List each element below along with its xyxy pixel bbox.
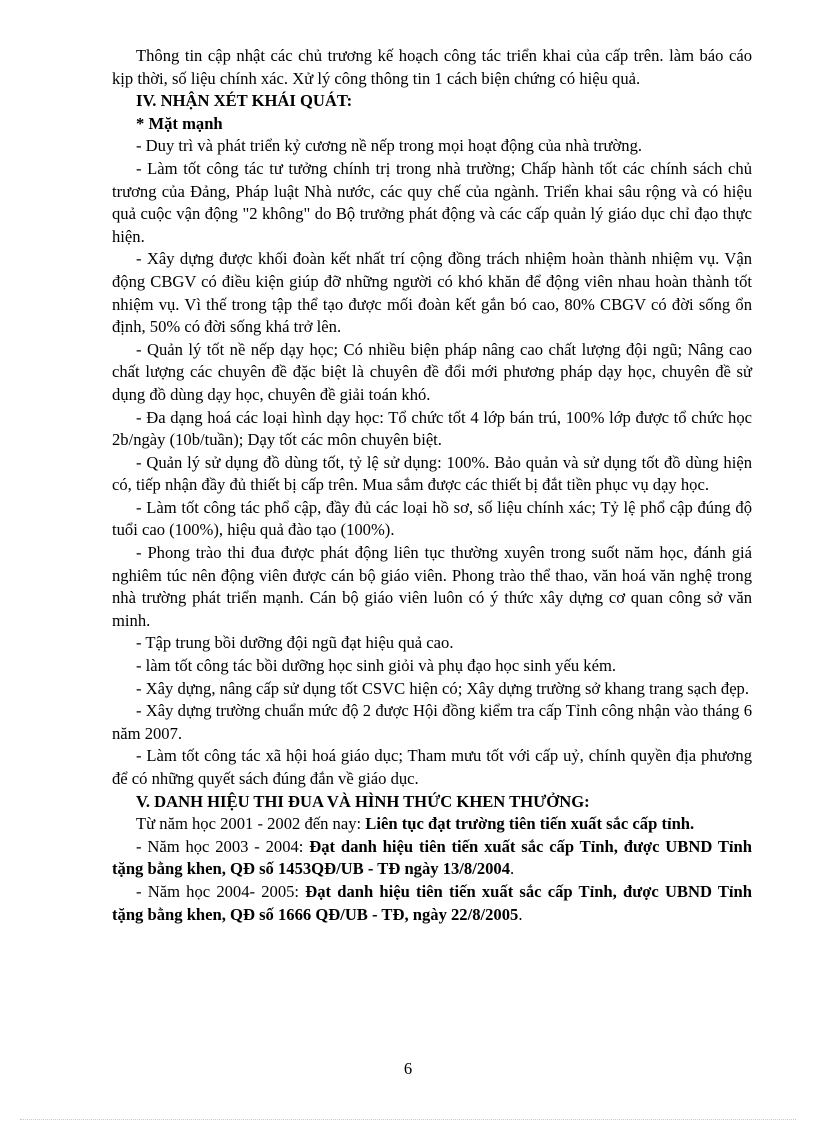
award-title: Đạt danh hiệu tiên tiến xuất sắc cấp Tỉnh, được UBND Tỉnh tặng bằng khen, QĐ số 1666 QĐ/UB - TĐ, ngày 22/8/2005 <box>112 881 752 924</box>
strength-item: - Quản lý sử dụng đồ dùng tốt, tỷ lệ sử dụng: 100%. Bảo quản và sử dụng tốt đồ dùng hiện có, tiếp nhận đầy đủ thiết bị cấp trên. Mua sắm được các thiết bị đắt tiền phục vụ dạy học. <box>112 452 752 495</box>
strength-item: - Xây dựng trường chuẩn mức độ 2 được Hội đồng kiểm tra cấp Tỉnh công nhận vào tháng 6 năm 2007. <box>112 701 752 743</box>
strength-item: - Làm tốt công tác tư tưởng chính trị trong nhà trường; Chấp hành tốt các chính sách chủ trương của Đảng, Pháp luật Nhà nước, các quy chế của ngành. Triển khai sâu rộng và có hiệu quả cuộc vận động "2 không" do Bộ trưởng phát động và các cấp quản lý giáo dục chỉ đạo thực hiện. <box>112 158 752 246</box>
page-bottom-divider <box>20 1119 796 1120</box>
strength-item: - Làm tốt công tác xã hội hoá giáo dục; Tham mưu tốt với cấp uỷ, chính quyền địa phương để có những quyết sách đúng đắn về giáo dục. <box>112 746 752 788</box>
award-entry <box>112 881 752 926</box>
strengths-subheading: * Mặt mạnh <box>136 113 223 133</box>
award-entry <box>112 813 752 836</box>
strength-item: - Xây dựng được khối đoàn kết nhất trí cộng đồng trách nhiệm hoàn thành nhiệm vụ. Vận động CBGV có điều kiện giúp đỡ những người có khó khăn để động viên nhau hoàn thành tốt nhiệm vụ. Vì thế trong tập thể tạo được mối đoàn kết gắn bó cao, 80% CBGV có đời sống ổn định, 50% có đời sống khá trở lên. <box>112 249 752 337</box>
award-title: Liên tục đạt trường tiên tiến xuất sắc cấp tỉnh. <box>365 814 695 834</box>
strength-item: - Duy trì và phát triển kỷ cương nề nếp trong mọi hoạt động của nhà trường. <box>136 136 643 156</box>
award-suffix: . <box>518 904 523 924</box>
intro-paragraph: Thông tin cập nhật các chủ trương kế hoạch công tác triển khai của cấp trên. làm báo cáo kịp thời, số liệu chính xác. Xử lý công thông tin 1 cách biện chứng có hiệu quả. <box>112 46 752 88</box>
strength-item: - Xây dựng, nâng cấp sử dụng tốt CSVC hiện có; Xây dựng trường sở khang trang sạch đẹp. <box>136 678 750 698</box>
strength-item: - Đa dạng hoá các loại hình dạy học: Tổ chức tốt 4 lớp bán trú, 100% lớp được tổ chức học 2b/ngày (10b/tuần); Dạy tốt các môn chuyên biệt. <box>112 407 752 450</box>
page-content <box>112 45 752 926</box>
award-period: Từ năm học 2001 - 2002 đến nay: <box>136 814 366 834</box>
page-number: 6 <box>403 1059 413 1078</box>
section-4-heading: IV. NHẬN XÉT KHÁI QUÁT: <box>136 91 353 111</box>
award-entry <box>112 836 752 881</box>
strength-item: - Tập trung bồi dưỡng đội ngũ đạt hiệu quả cao. <box>136 633 454 653</box>
strength-item: - Phong trào thi đua được phát động liên tục thường xuyên trong suốt năm học, đánh giá nghiêm túc nên động viên được cán bộ giáo viên. Phong trào thể thao, văn hoá văn nghệ trong nhà trường phát triển mạnh. Cán bộ giáo viên luôn có ý thức xây dựng cơ quan công sở văn minh. <box>112 543 752 630</box>
award-period: - Năm học 2004- 2005: <box>136 881 306 901</box>
strength-item: - Quản lý tốt nề nếp dạy học; Có nhiều biện pháp nâng cao chất lượng đội ngũ; Nâng cao chất lượng các chuyên đề đặc biệt là chuyên đề đổi mới phương pháp dạy học, chuyên đề sử dụng đồ dùng dạy học, chuyên đề giải toán khó. <box>112 339 752 404</box>
award-title: Đạt danh hiệu tiên tiến xuất sắc cấp Tỉnh, được UBND Tỉnh tặng bằng khen, QĐ số 1453QĐ/UB - TĐ ngày 13/8/2004 <box>112 836 752 879</box>
strength-item: - làm tốt công tác bồi dưỡng học sinh giỏi và phụ đạo học sinh yếu kém. <box>136 656 617 676</box>
section-5-heading: V. DANH HIỆU THI ĐUA VÀ HÌNH THỨC KHEN THƯỞNG: <box>136 791 590 811</box>
strength-item: - Làm tốt công tác phổ cập, đầy đủ các loại hồ sơ, số liệu chính xác; Tỷ lệ phổ cập đúng độ tuổi cao (100%), hiệu quả đào tạo (100%). <box>112 497 752 540</box>
award-suffix: . <box>510 859 515 879</box>
award-period: - Năm học 2003 - 2004: <box>136 836 310 856</box>
